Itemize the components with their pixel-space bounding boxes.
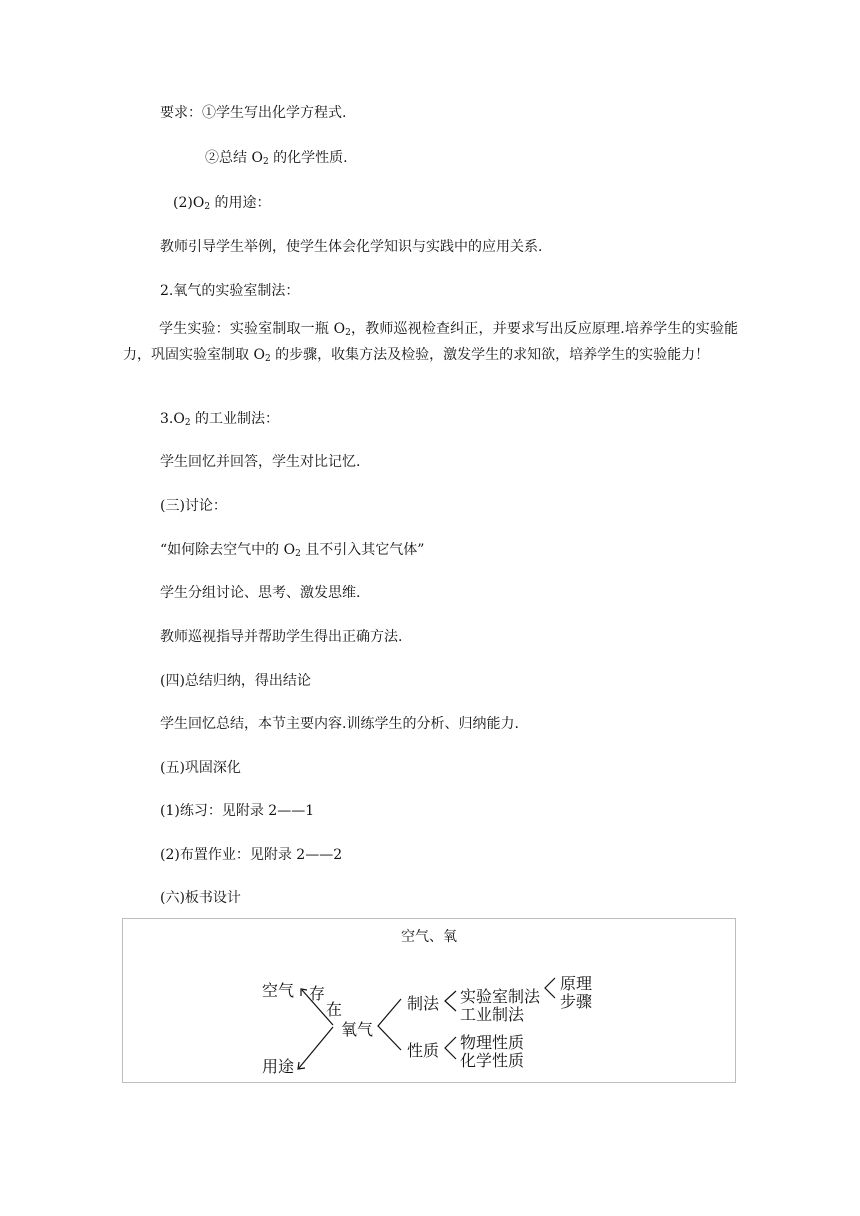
node-chemical-property: 化学性质 (460, 1051, 525, 1070)
requirement-line (160, 102, 346, 124)
node-oxygen: 氧气 (341, 1020, 374, 1039)
student-summary-line (160, 713, 519, 735)
lab-method-heading-text: 2.氧气的实验室制法： (160, 283, 300, 299)
teacher-patrol-line (160, 626, 402, 648)
brace-lab-method (545, 978, 555, 998)
experiment-text-a: 学生实验：实验室制取一瓶 O (159, 321, 346, 337)
board-design-box (122, 918, 736, 1083)
o2-use-text-a: (2)O (173, 195, 205, 211)
branch-brace-oxygen (378, 999, 401, 1050)
subscript-2: 2 (295, 549, 301, 559)
summary-o2-text-a: ②总结 O (205, 150, 263, 166)
node-air: 空气 (262, 981, 295, 1000)
node-property: 性质 (407, 1041, 440, 1060)
requirement-text: 要求：①学生写出化学方程式. (160, 105, 347, 121)
student-experiment-paragraph (123, 318, 738, 370)
subscript-2: 2 (204, 202, 211, 212)
subscript-2: 2 (264, 354, 271, 364)
exercise-line (160, 800, 314, 822)
node-steps: 步骤 (560, 992, 593, 1011)
discussion-heading-text: (三)讨论： (160, 498, 227, 514)
node-method: 制法 (407, 994, 440, 1013)
board-design-heading (160, 887, 241, 909)
teacher-guide-line (160, 236, 542, 258)
teacher-patrol-text: 教师巡视指导并帮助学生得出正确方法. (160, 629, 403, 645)
subscript-2: 2 (184, 418, 191, 428)
group-discussion-line (160, 582, 360, 604)
student-summary-text: 学生回忆总结，本节主要内容.训练学生的分析、归纳能力. (160, 716, 519, 732)
consolidation-heading (160, 757, 241, 779)
industrial-heading-text-a: 3.O (160, 411, 185, 427)
homework-text: (2)布置作业：见附录 2——2 (160, 847, 343, 863)
discussion-question (160, 539, 424, 565)
lab-method-heading (160, 280, 299, 302)
subscript-2: 2 (262, 157, 269, 167)
subscript-2: 2 (345, 328, 351, 338)
node-exist-1: 存 (309, 984, 326, 1003)
student-recall-line (160, 451, 360, 473)
experiment-text-c: 的步骤，收集方法及检验，激发学生的求知欲，培养学生的实验能力！ (270, 347, 710, 363)
board-diagram (123, 919, 737, 1084)
group-discussion-text: 学生分组讨论、思考、激发思维. (160, 585, 361, 601)
brace-method (445, 991, 456, 1011)
branch-line-use (299, 1027, 333, 1068)
teacher-guide-text: 教师引导学生举例，使学生体会化学知识与实践中的应用关系. (160, 239, 543, 255)
exercise-text: (1)练习：见附录 2——1 (160, 803, 315, 819)
consolidation-heading-text: (五)巩固深化 (160, 760, 241, 776)
node-lab-method: 实验室制法 (460, 987, 541, 1006)
industrial-heading-text-b: 的工业制法： (190, 411, 280, 427)
brace-property (445, 1037, 456, 1059)
discussion-question-text-b: 且不引入其它气体” (300, 542, 425, 558)
board-title: 空气、氧 (401, 929, 457, 945)
industrial-method-heading (160, 408, 279, 434)
experiment-text-b: ，教师巡视检查纠正，并要求写出反应原理.培养学生的实验能力，巩固实验室制取 O (123, 321, 738, 363)
homework-line (160, 844, 342, 866)
node-use: 用途 (262, 1057, 295, 1076)
board-design-heading-text: (六)板书设计 (160, 890, 241, 906)
o2-use-text-b: 的用途： (210, 195, 271, 211)
student-recall-text: 学生回忆并回答，学生对比记忆. (160, 454, 361, 470)
discussion-heading (160, 495, 227, 517)
summary-heading-text: (四)总结归纳，得出结论 (160, 673, 311, 689)
node-principle: 原理 (560, 974, 593, 993)
summary-o2-line (205, 147, 348, 173)
summary-heading (160, 670, 311, 692)
node-exist-2: 在 (326, 1000, 343, 1019)
node-physical-property: 物理性质 (460, 1033, 525, 1052)
o2-use-heading (173, 192, 271, 218)
discussion-question-text-a: “如何除去空气中的 O (160, 542, 296, 558)
node-industrial-method: 工业制法 (460, 1005, 525, 1024)
summary-o2-text-b: 的化学性质. (268, 150, 348, 166)
